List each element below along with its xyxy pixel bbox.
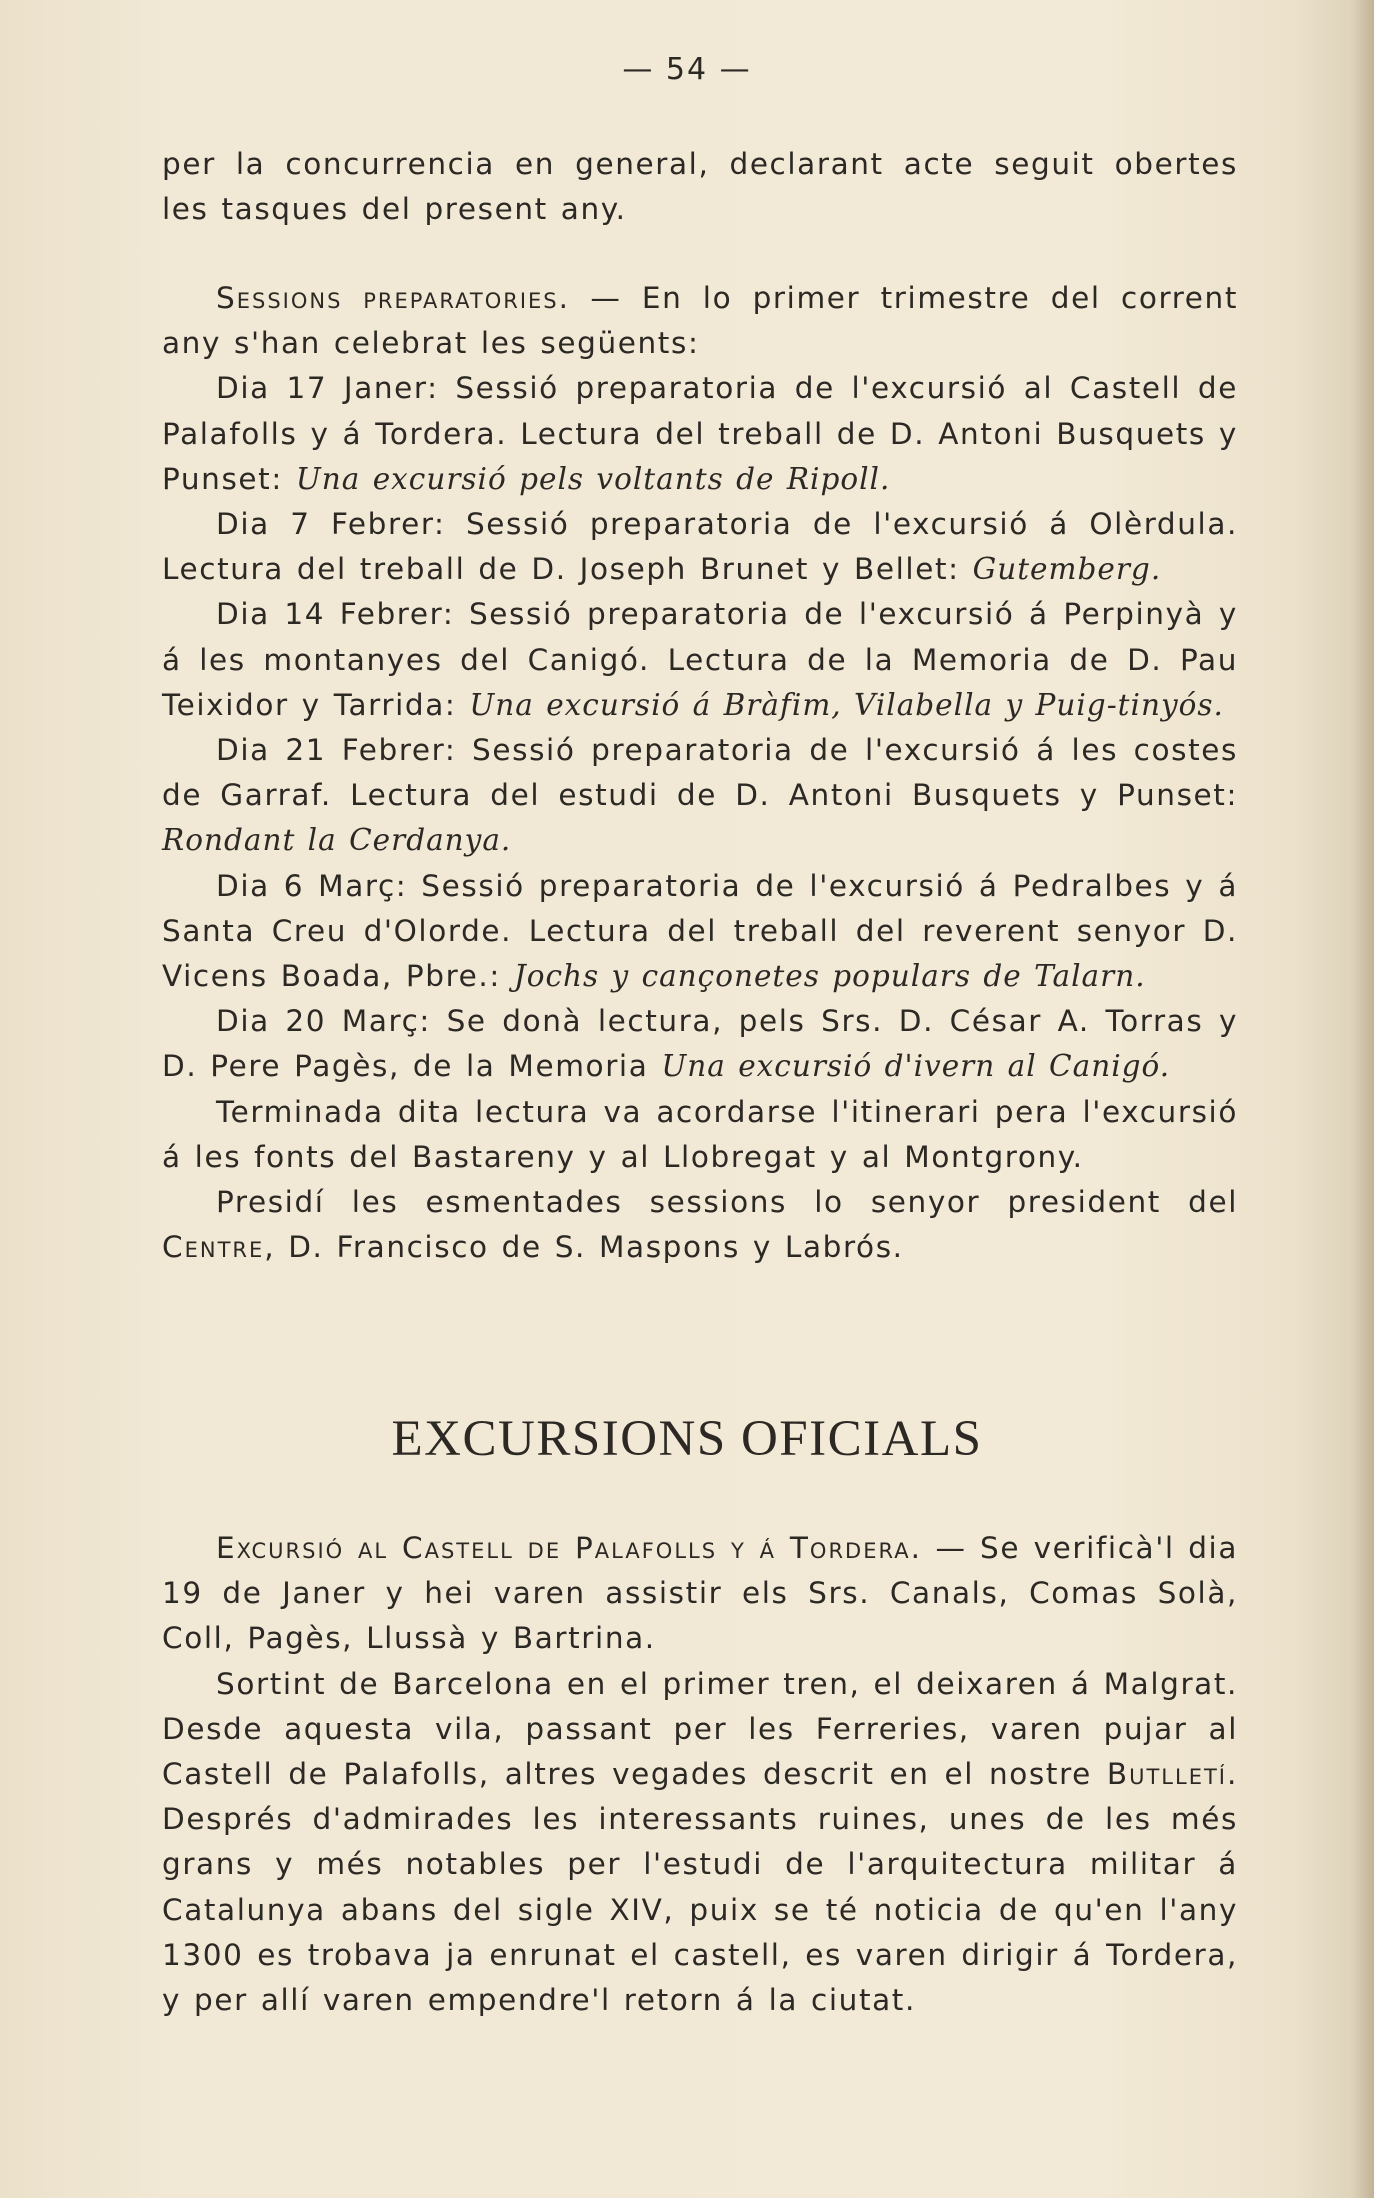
session-entry (162, 502, 1238, 592)
president-text-start: Presidí les esmentades sessions lo senyor president del (216, 1185, 1238, 1220)
page-edge-shadow (1352, 0, 1374, 2198)
section-heading: EXCURSIONS OFICIALS (391, 1411, 983, 1467)
session-entry (162, 728, 1238, 864)
sessions-closing-paragraph: Terminada dita lectura va acordarse l'itinerari pera l'excursió á les fonts del Bastareny y al Llobregat y al Montgrony. (162, 1094, 1238, 1174)
session-entry-text: Dia 20 Març: Se donà lectura, pels Srs. D. César A. Torras y D. Pere Pagès, de la Memoria (162, 1004, 1238, 1084)
intro-paragraph: per la concurrencia en general, declarant acte seguit obertes les tasques del present any. (162, 147, 1238, 227)
session-entry-text: Dia 7 Febrer: Sessió preparatoria de l'excursió á Olèrdula. Lectura del treball de D. Joseph Brunet y Bellet: (162, 507, 1238, 587)
session-entry-title: Rondant la Cerdanya. (162, 823, 512, 858)
excursions-section (162, 1526, 1238, 2023)
excursion-intro-paragraph (162, 1526, 1238, 1662)
excursion-body-paragraph (162, 1662, 1238, 2024)
sessions-president-paragraph (162, 1180, 1238, 1270)
session-entry (162, 999, 1238, 1089)
sessions-label: Sessions preparatories. (216, 281, 570, 315)
session-entry-title: Una excursió á Bràfim, Vilabella y Puig-tinyós. (469, 687, 1224, 722)
intro-block (162, 142, 1238, 232)
session-entry-text: Dia 21 Febrer: Sessió preparatoria de l'excursió á les costes de Garraf. Lectura del estudi de D. Antoni Busquets y Punset: (162, 733, 1238, 813)
session-entry (162, 864, 1238, 1000)
session-entry (162, 592, 1238, 728)
sessions-section (162, 276, 1238, 1270)
president-text-end: , D. Francisco de S. Maspons y Labrós. (264, 1230, 904, 1265)
session-entry-text: Dia 6 Març: Sessió preparatoria de l'excursió á Pedralbes y á Santa Creu d'Olorde. Lectura del treball del reverent senyor D. Vicens Boada, Pbre.: (162, 868, 1238, 994)
session-entry-text: Dia 17 Janer: Sessió preparatoria de l'excursió al Castell de Palafolls y á Tordera. Lectura del treball de D. Antoni Busquets y Punset: (162, 371, 1238, 496)
excursion-label: Excursió al Castell de Palafolls y á Tordera. (216, 1531, 922, 1565)
session-entry-title: Una excursió pels voltants de Ripoll. (295, 461, 891, 496)
sessions-intro-paragraph (162, 276, 1238, 366)
session-entry-title: Una excursió d'ivern al Canigó. (661, 1049, 1171, 1084)
session-entry-text: Dia 14 Febrer: Sessió preparatoria de l'excursió á Perpinyà y á les montanyes del Canigó. Lectura de la Memoria de D. Pau Teixidor y Tarrida: (162, 597, 1238, 722)
excursion-lead: — Se verificà'l dia 19 de Janer y hei varen assistir els Srs. Canals, Comas Solà, Coll, Pagès, Llussà y Bartrina. (162, 1531, 1239, 1656)
bulleti-word: Butlletí (1106, 1757, 1228, 1792)
session-entry (162, 366, 1238, 502)
session-entry-title: Gutemberg. (972, 552, 1162, 587)
session-entry-title: Jochs y cançonetes populars de Talarn. (513, 959, 1146, 994)
centre-word: Centre (162, 1230, 265, 1265)
page-number: — 54 — (622, 52, 752, 87)
excursion-body-start: Sortint de Barcelona en el primer tren, el deixaren á Malgrat. Desde aquesta vila, passant per les Ferreries, varen pujar al Castell de Palafolls, altres vegades descrit en el nostre (162, 1666, 1238, 1792)
sessions-lead: — En lo primer trimestre del corrent any s'han celebrat les següents: (162, 281, 1238, 361)
excursion-body-end: . Després d'admirades les interessants ruines, unes de les més grans y més notables per l'estudi de l'arquitectura militar á Catalunya abans del sigle XIV, puix se té noticia de qu'en l'any 1300 es trobava ja enrunat el castell, es varen dirigir á Tordera, y per allí varen empendre'l retorn á la ciutat. (162, 1757, 1238, 2018)
